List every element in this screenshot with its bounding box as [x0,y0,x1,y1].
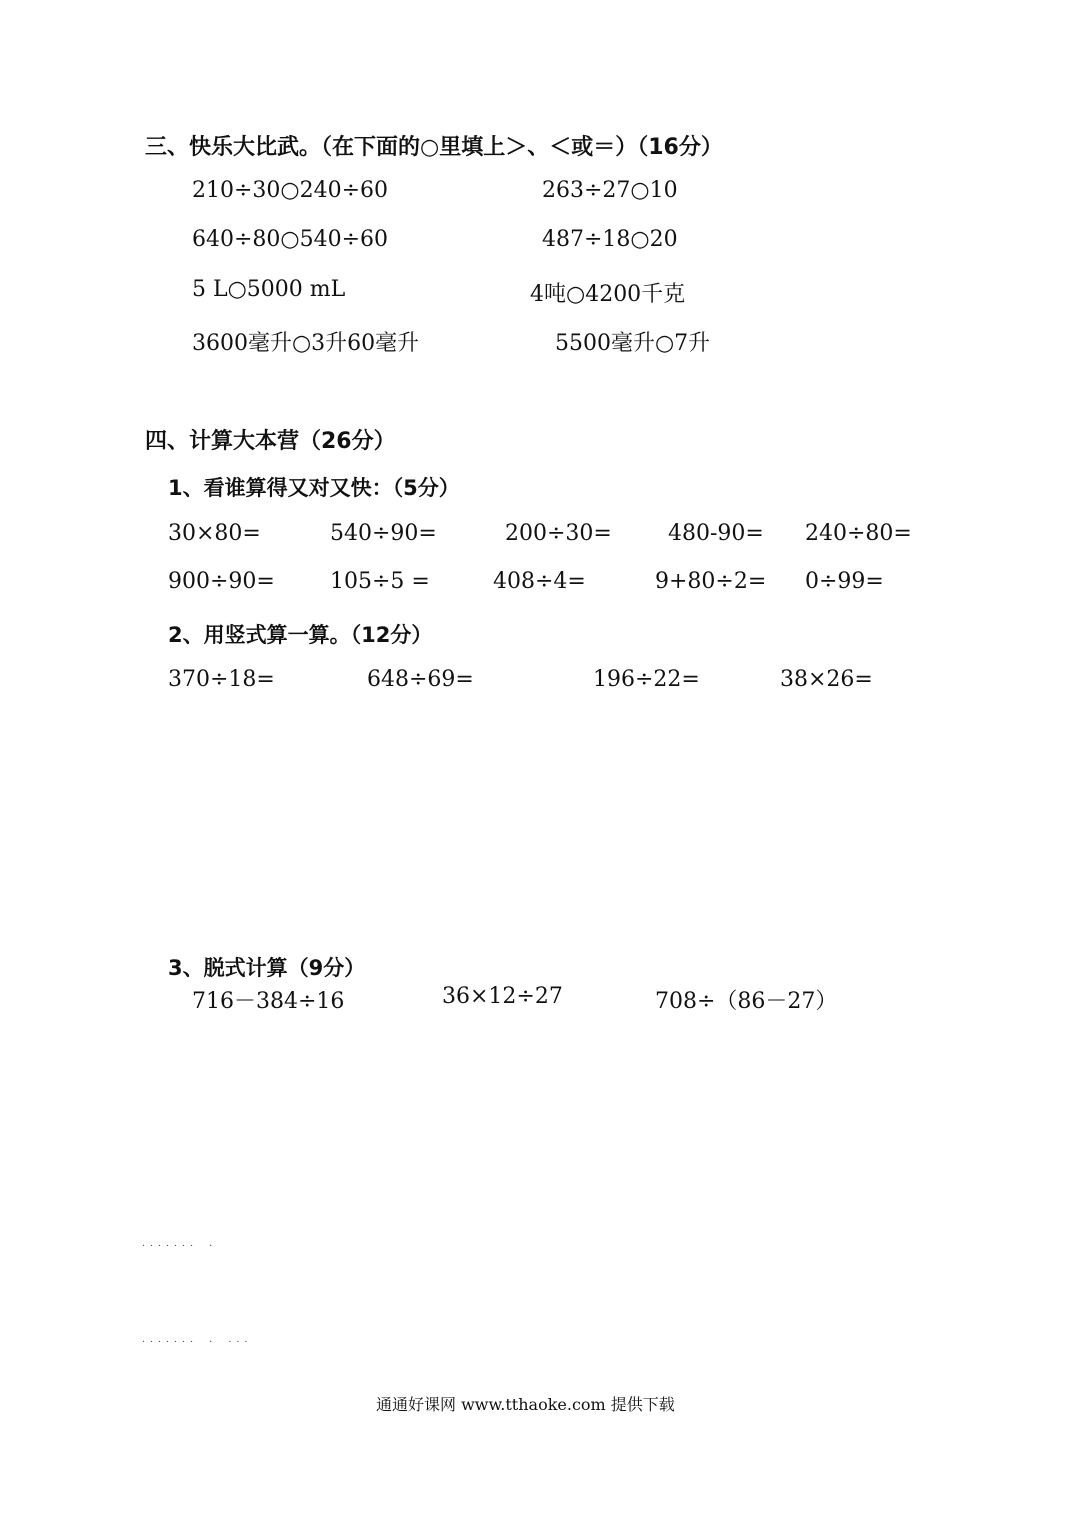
compare-item: 5 L○5000 mL [192,277,346,302]
quick-calc-item: 900÷90= [168,569,275,594]
compare-item: 210÷30○240÷60 [192,178,389,203]
quick-calc-item: 480-90= [668,521,764,546]
dot-row: ．．．．．．． ． [142,1238,223,1249]
footer-credit: 通通好课网 www.tthaoke.com 提供下载 [376,1395,675,1414]
section4-title: 四、计算大本营（26分） [145,429,396,454]
quick-calc-item: 540÷90= [330,521,437,546]
quick-calc-item: 0÷99= [805,569,884,594]
stepwise-calc-item: 36×12÷27 [442,984,563,1009]
compare-item: 640÷80○540÷60 [192,227,389,252]
vertical-calc-item: 196÷22= [593,667,700,692]
part1-title: 1、看谁算得又对又快：（5分） [168,476,460,500]
compare-item: 263÷27○10 [542,178,678,203]
vertical-calc-item: 648÷69= [367,667,474,692]
compare-item: 4吨○4200千克 [530,282,686,307]
section3-title: 三、快乐大比武。（在下面的○里填上＞、＜或＝）（16分） [145,135,723,160]
stepwise-calc-item: 716－384÷16 [192,989,345,1014]
compare-item: 487÷18○20 [542,227,678,252]
dot-row: ．．．．．．． ． ．．． [142,1334,258,1345]
quick-calc-item: 9+80÷2= [655,569,767,594]
quick-calc-item: 240÷80= [805,521,912,546]
stepwise-calc-item: 708÷（86－27） [655,989,838,1014]
part2-title: 2、用竖式算一算。（12分） [168,623,433,647]
compare-item: 3600毫升○3升60毫升 [192,331,420,356]
quick-calc-item: 105÷5 = [330,569,430,594]
compare-item: 5500毫升○7升 [555,331,711,356]
vertical-calc-item: 370÷18= [168,667,275,692]
quick-calc-item: 200÷30= [505,521,612,546]
vertical-calc-item: 38×26= [780,667,873,692]
part3-title: 3、脱式计算（9分） [168,956,366,980]
quick-calc-item: 30×80= [168,521,261,546]
quick-calc-item: 408÷4= [493,569,586,594]
